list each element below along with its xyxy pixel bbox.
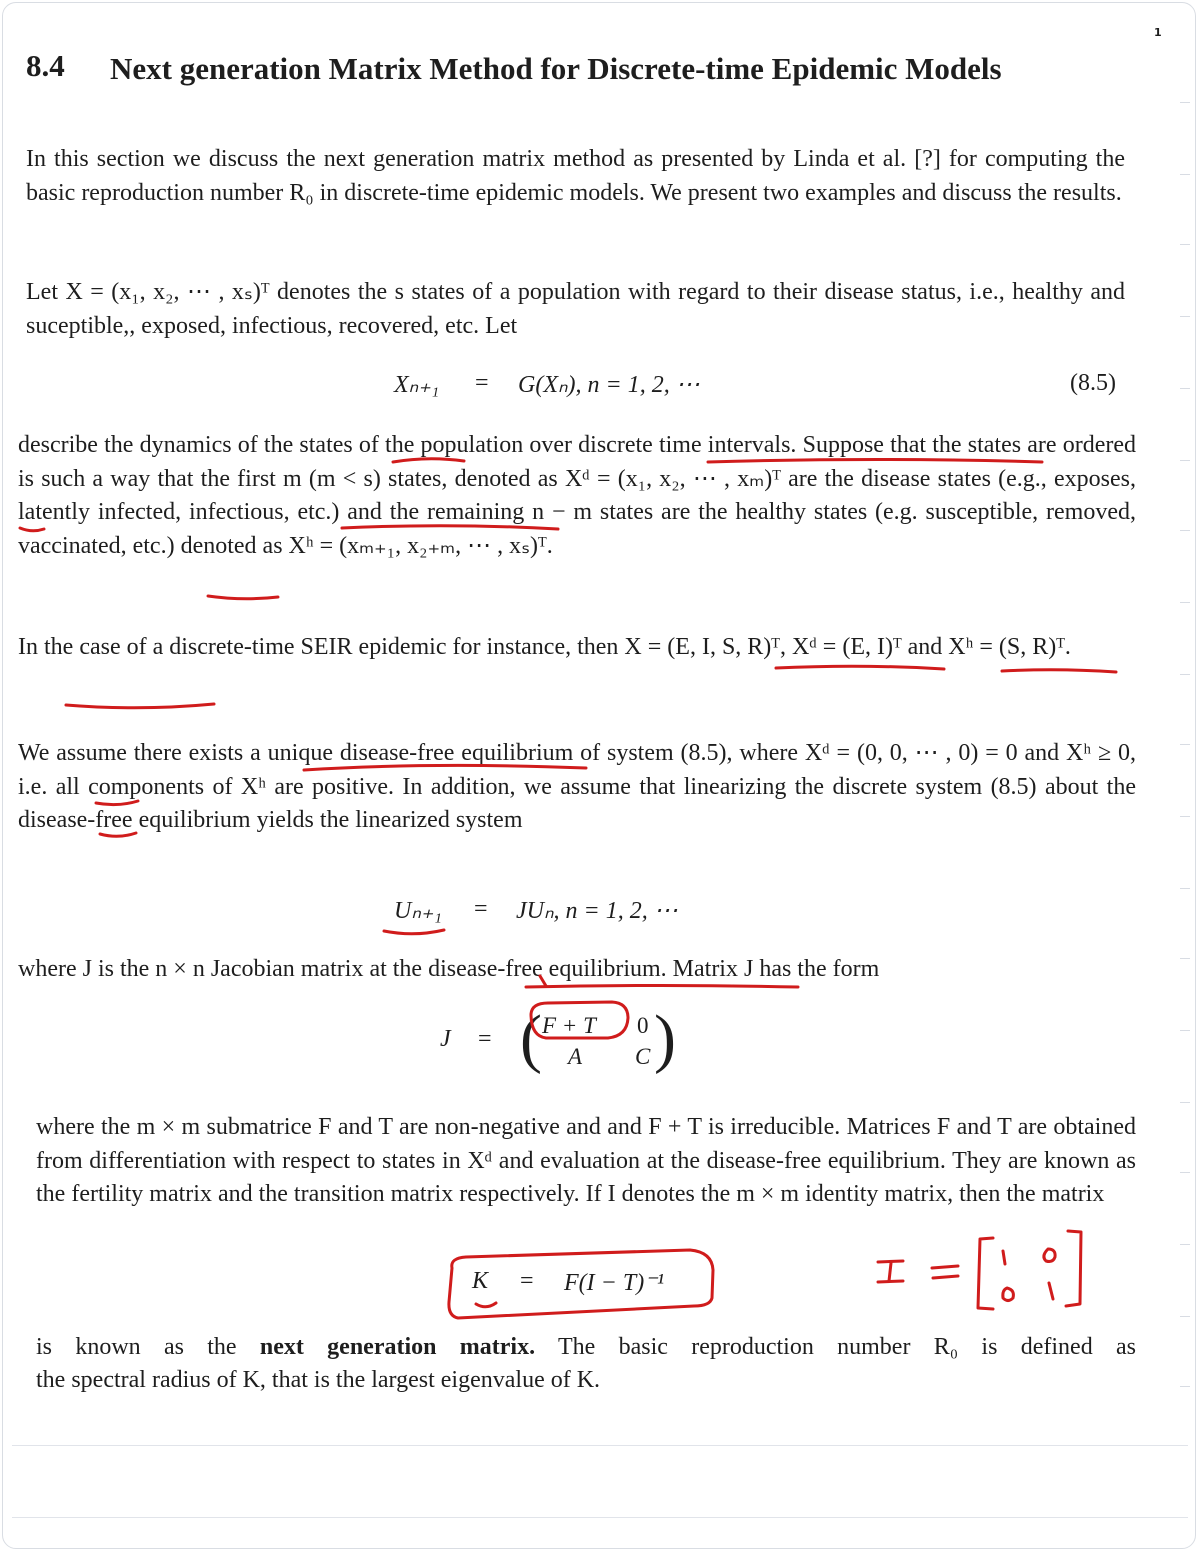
seir-paragraph: In the case of a discrete-time SEIR epidemic for instance, then X = (E, I, S, R)ᵀ, Xᵈ = (E, I)ᵀ and Xʰ = (S, R)ᵀ. bbox=[18, 634, 1071, 660]
section-title: Next generation Matrix Method for Discrete-time Epidemic Models bbox=[110, 51, 1002, 86]
equilibrium-paragraph: We assume there exists a unique disease-free equilibrium of system (8.5), where Xᵈ = (0, 0, ⋯ , 0) = 0 and Xʰ ≥ 0, i.e. all components of Xʰ are positive. In addition, we assume that linearizing the discrete system (8.5) about the disease-free equilibrium yields the linearized system bbox=[18, 740, 1136, 833]
hand-i-top bbox=[878, 1261, 903, 1262]
underline-dfe bbox=[526, 986, 798, 988]
section-number: 8.4 bbox=[26, 48, 65, 83]
hand-one-top bbox=[1003, 1251, 1005, 1264]
spectral-paragraph: the spectral radius of K, that is the largest eigenvalue of K. bbox=[36, 1367, 601, 1393]
matrix-j-label: J bbox=[440, 1026, 451, 1052]
hand-equals-bottom bbox=[933, 1276, 958, 1278]
circle-f-plus-t bbox=[531, 1002, 628, 1038]
underline-discrete-time bbox=[708, 460, 1042, 463]
hand-left-bracket bbox=[978, 1238, 993, 1309]
jacobian-paragraph: where J is the n × n Jacobian matrix at the disease-free equilibrium. Matrix J has the form bbox=[18, 956, 880, 982]
matrix-right-paren: ) bbox=[654, 1002, 676, 1075]
eq-85-equals: = bbox=[475, 370, 489, 396]
underline-xh-positive bbox=[96, 801, 138, 805]
underline-un1 bbox=[384, 930, 444, 934]
underline-seir-x bbox=[776, 666, 944, 669]
hand-right-bracket bbox=[1066, 1231, 1081, 1306]
linear-eq-lhs: Uₙ₊₁ bbox=[394, 898, 442, 924]
matrix-bottom-left: A bbox=[568, 1044, 583, 1069]
k-eq-lhs: K bbox=[472, 1268, 489, 1294]
hand-zero-bottom bbox=[1003, 1288, 1014, 1301]
linear-eq-rhs: JUₙ, n = 1, 2, ⋯ bbox=[516, 898, 678, 924]
underline-discrete bbox=[100, 833, 136, 836]
tick-dfe bbox=[540, 976, 546, 986]
matrix-top-left: F + T bbox=[542, 1013, 596, 1038]
matrix-top-right: 0 bbox=[637, 1013, 649, 1038]
underline-seir-xh bbox=[66, 704, 214, 708]
hand-i-bottom bbox=[878, 1281, 903, 1282]
underline-unique-equilibrium bbox=[304, 765, 586, 770]
underline-k bbox=[476, 1303, 496, 1307]
underline-xh bbox=[208, 596, 278, 599]
hand-one-bottom bbox=[1049, 1283, 1053, 1299]
ngm-before: is known as the bbox=[36, 1334, 260, 1360]
underline-xd bbox=[20, 528, 44, 531]
ngm-after: The basic reproduction number R₀ is defined as bbox=[535, 1334, 1136, 1360]
hand-i-stem bbox=[889, 1263, 891, 1281]
matrix-bottom-right: C bbox=[635, 1044, 651, 1069]
ngm-term: next generation matrix. bbox=[259, 1334, 536, 1360]
linear-eq-equals: = bbox=[474, 896, 488, 922]
eq-85-number: (8.5) bbox=[1070, 370, 1116, 396]
k-eq-equals: = bbox=[520, 1268, 534, 1294]
underline-seir-xd bbox=[1002, 670, 1116, 672]
states-paragraph: Let X = (x₁, x₂, ⋯ , xₛ)ᵀ denotes the s states of a population with regard to their disease status, i.e., healthy and suceptible,, exposed, infectious, recovered, etc. Let bbox=[26, 279, 1125, 339]
underline-disease-states bbox=[342, 526, 558, 529]
page-marker: 1 bbox=[1154, 26, 1162, 39]
dynamics-paragraph: describe the dynamics of the states of the population over discrete time intervals. Suppose that the states are ordered is such a way that the first m (m < s) states, denoted as Xᵈ = (x₁, x₂, ⋯ , xₘ)ᵀ are the disease states (e.g., exposes, latently infected, infectious, etc.) and the remaining n − m states are the healthy states (e.g. susceptible, removed, vaccinated, etc.) denoted as Xʰ = (xₘ₊₁, x₂₊ₘ, ⋯ , xₛ)ᵀ. bbox=[18, 432, 1136, 559]
intro-paragraph: In this section we discuss the next generation matrix method as presented by Linda et al. [?] for computing the basic reproduction number R₀ in discrete-time epidemic models. We present two examples and discuss the results. bbox=[26, 146, 1125, 206]
eq-85-lhs: Xₙ₊₁ bbox=[394, 372, 440, 398]
matrix-j-equals: = bbox=[478, 1026, 492, 1052]
underline-states bbox=[393, 459, 464, 462]
matrices-paragraph: where the m × m submatrice F and T are non-negative and and F + T is irreducible. Matrices F and T are obtained from differentiation with respect to states in Xᵈ and evaluation at the disease-free equilibrium. They are known as the fertility matrix and the transition matrix respectively. If I denotes the m × m identity matrix, then the matrix bbox=[36, 1114, 1136, 1207]
matrix-left-paren: ( bbox=[520, 1002, 542, 1075]
hand-zero-top bbox=[1044, 1249, 1055, 1262]
k-eq-rhs: F(I − T)⁻¹ bbox=[564, 1270, 665, 1296]
eq-85-rhs: G(Xₙ), n = 1, 2, ⋯ bbox=[518, 372, 700, 398]
hand-equals-top bbox=[932, 1266, 958, 1268]
